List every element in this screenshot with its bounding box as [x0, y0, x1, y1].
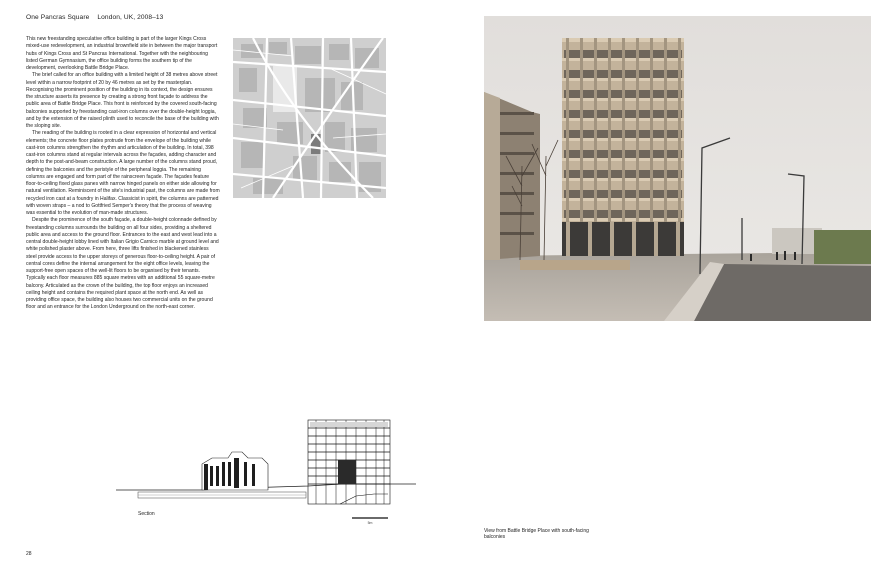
building-photo-svg	[484, 16, 871, 321]
site-map-drawing	[233, 38, 386, 198]
photo-caption: View from Battle Bridge Place with south-facing balconies	[484, 528, 589, 541]
scale-bar-label: 5m	[367, 521, 373, 525]
project-location-date: London, UK, 2008–13	[97, 14, 164, 21]
site-map	[233, 38, 386, 198]
body-paragraph: The brief called for an office building with a limited height of 38 metres above street level within a narrow footprint of 20 by 46 metres as set by the masterplan. Recognising the prominent position of the building in its context, the design ensures the structure asserts its presence by creating a strong front façade to address the public area of Battle Bridge Place. This front is reinforced by the covered south-facing balconies supported by freestanding cast-iron columns over the double-height loggia, and by the extension of the raised plinth used to reconcile the base of the building with the sloping site.	[26, 72, 219, 129]
body-text	[26, 36, 220, 312]
section-label: Section	[138, 511, 155, 517]
section-drawing	[112, 412, 416, 532]
body-paragraph: Despite the prominence of the south façade, a double-height colonnade defined by freestanding columns surrounds the building on all four sides, providing a sheltered public area and access to the ground floor. Entrances to the east and west lead into a central double-height lobby lined with Italian Grigio Carnico marble at ground level and white polished plaster above. From here, three lifts finished in blackened stainless steel provide access to the upper storeys of generous floor-to-ceiling height. A pair of central cores define the internal arrangement for the eight office levels, leaving the support-free open spaces of the well-lit floors to be organised by their tenants. Typically each floor measures 885 square metres with an additional 55 square-metre balcony. Articulated as the crown of the building, the top floor enjoys an increased ceiling height and contains the required plant space at the north end. As well as providing office space, the building also houses two commercial units on the ground floor and an entrance for the London Underground on the north-east corner.	[26, 217, 219, 311]
section-drawing-svg	[112, 412, 416, 532]
body-paragraph: This new freestanding speculative office building is part of the larger Kings Cross mixed-use redevelopment, an industrial brownfield site in between the major transport hubs of Kings Cross and St Pancras International. Together with the neighbouring listed German Gymnasium, the office building forms the southern tip of the development, overlooking Battle Bridge Place.	[26, 36, 218, 71]
building-photo	[484, 16, 871, 321]
running-header	[26, 14, 163, 21]
page-number: 28	[26, 551, 32, 557]
body-paragraph: The reading of the building is rooted in a clear expression of horizontal and vertical elements; the concrete floor plates protrude from the envelope of the building while cast-iron columns strengthen the rhythm and articulation of the building. In total, 398 cast-iron columns stand at regular intervals across the façades, adding character and depth to the post-and-beam construction. A large number of the columns stand proud, defining the balconies and the peristyle of the peripheral loggia. The remaining columns are engaged and form part of the rainscreen façade. The façades feature floor-to-ceiling fixed glass panes with narrow hinged panels on either side allowing for natural ventilation. Reminiscent of the site's industrial past, the columns are made from recycled iron cast at a foundry in Halifax. Classicist in spirit, the columns are patterned with woven straps – a nod to Gottfried Semper's theory that the process of weaving was essential to the evolution of man-made structures.	[26, 130, 220, 216]
project-title: One Pancras Square	[26, 14, 90, 21]
